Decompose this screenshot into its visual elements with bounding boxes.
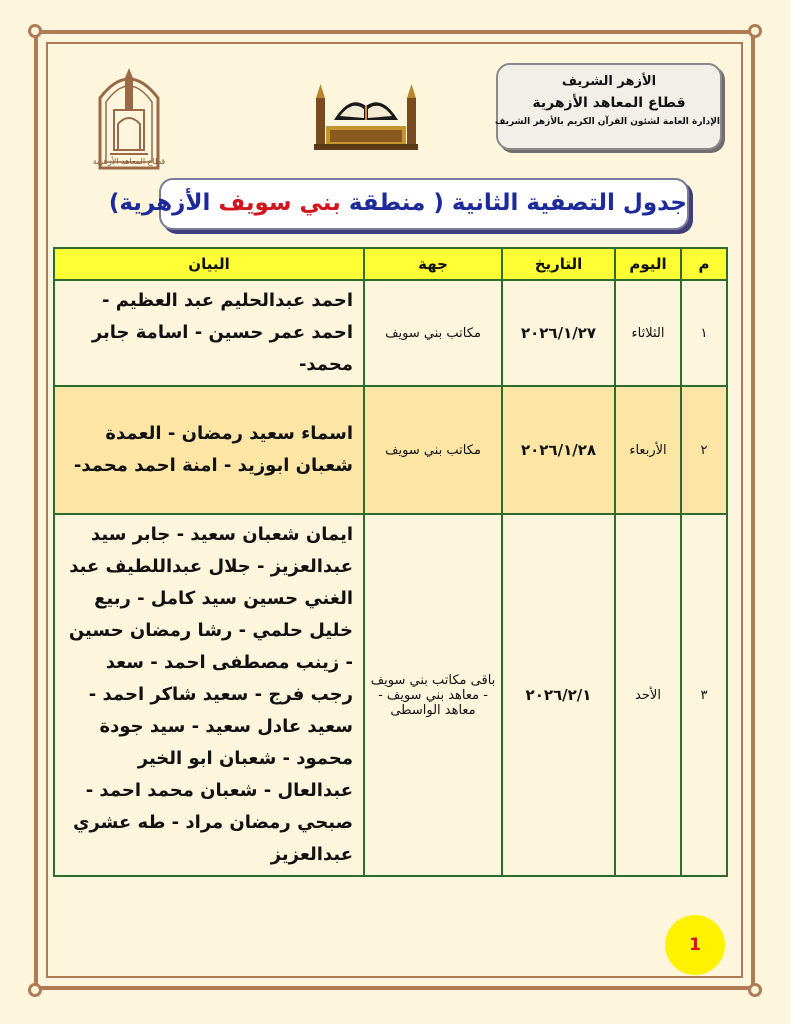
row-names: ايمان شعبان سعيد - جابر سيد عبدالعزيز - جلال عبداللطيف عبد الغني حسين سيد كامل - ربيع خليل حلمي - رشا رمضان حسين - زينب مصطفى احمد - سعد رجب فرج - سعيد شاكر احمد - سعيد عادل سعيد - سيد جودة محمود - شعبان ابو الخير عبدالعال - شعبان محمد احمد - صبحي رمضان مراد - طه عشري عبدالعزيز [54,514,364,876]
header-location: جهة [364,248,502,280]
table-row [54,280,727,386]
header-names: البيان [54,248,364,280]
row-date: ٢٠٢٦/١/٢٨ [502,386,615,514]
row-names: اسماء سعيد رمضان - العمدة شعبان ابوزيد - امنة احمد محمد- [54,386,364,514]
table-row [54,386,727,514]
frame-corner-ornament [748,24,762,38]
row-location: مكاتب بني سويف [364,386,502,514]
header-num: م [681,248,727,280]
page-number-badge: 1 [665,915,725,975]
header-day: اليوم [615,248,681,280]
title-text-end: الأزهرية) [108,190,219,216]
frame-corner-ornament [748,983,762,997]
row-names: احمد عبدالحليم عبد العظيم - احمد عمر حسين - اسامة جابر محمد- [54,280,364,386]
row-day: الثلاثاء [615,280,681,386]
row-date: ٢٠٢٦/٢/١ [502,514,615,876]
row-num: ١ [681,280,727,386]
organization-header-box [496,63,722,150]
row-location: مكاتب بني سويف [364,280,502,386]
table-row [54,514,727,876]
frame-corner-ornament [28,983,42,997]
title-text: جدول التصفية الثانية ( منطقة [340,190,687,216]
frame-corner-ornament [28,24,42,38]
page-title [108,178,689,230]
row-day: الأحد [615,514,681,876]
org-sector: قطاع المعاهد الأزهرية [532,95,686,111]
title-region-highlight: بني سويف [218,190,341,216]
quran-emblem-icon [312,76,420,154]
azhar-seal-icon [92,64,166,172]
schedule-table [53,247,728,877]
table-header-row [54,248,727,280]
row-num: ٢ [681,386,727,514]
seal-caption: قطاع المعاهد الأزهرية [92,157,166,166]
row-location: باقى مكاتب بني سويف - معاهد بني سويف - معاهد الواسطى [364,514,502,876]
row-num: ٣ [681,514,727,876]
org-name: الأزهر الشريف [561,74,657,89]
row-day: الأربعاء [615,386,681,514]
header-date: التاريخ [502,248,615,280]
org-department: الإدارة العامة لشئون القرآن الكريم بالأزهر الشريف [494,117,720,127]
row-date: ٢٠٢٦/١/٢٧ [502,280,615,386]
